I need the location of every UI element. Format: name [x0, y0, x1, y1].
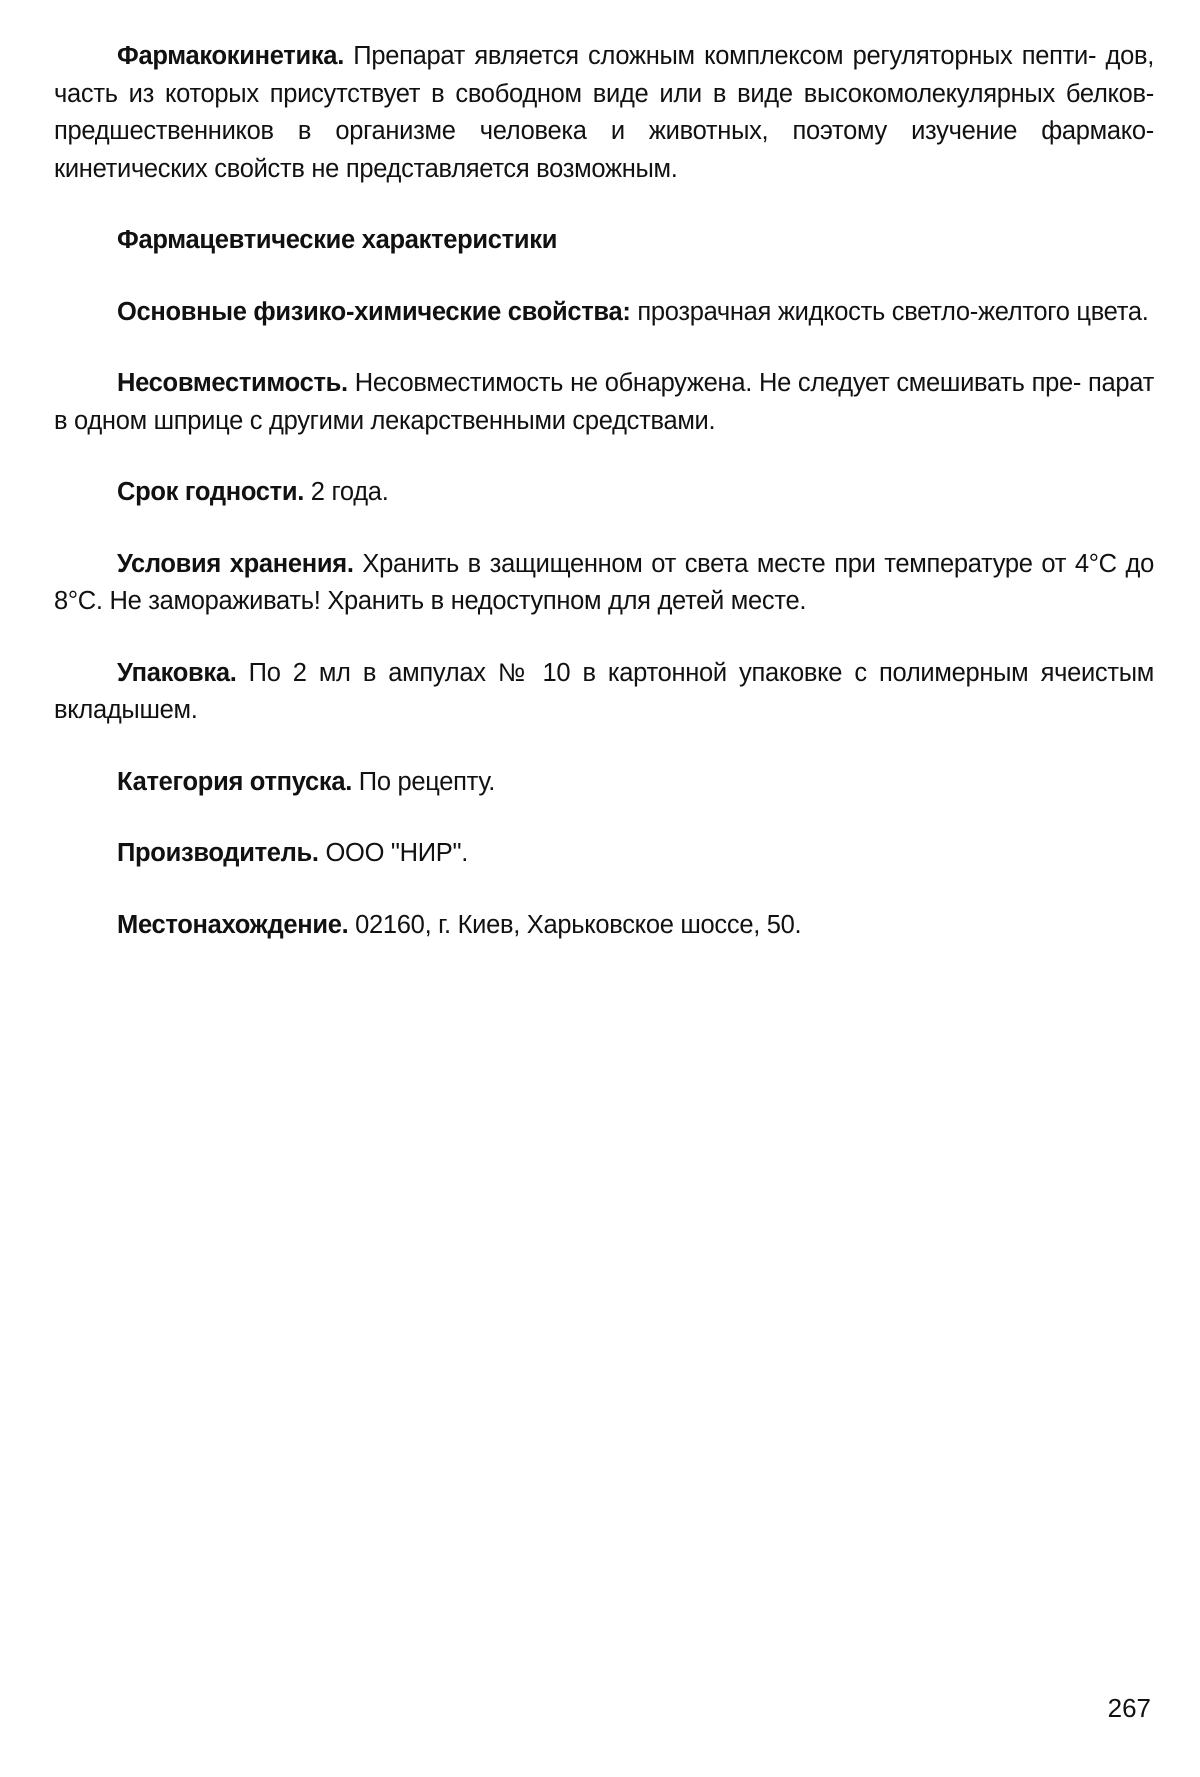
section-location — [54, 907, 1154, 945]
section-label: Срок годности. — [117, 478, 305, 506]
section-label: Условия хранения. — [117, 549, 354, 578]
section-text: Хранить в защищенном от света месте при температуре от 4°С до 8°С. Не замораживать! Хранить в недоступном для детей месте. — [54, 549, 1154, 615]
section-text: 2 года. — [304, 478, 389, 506]
document-page — [54, 38, 1154, 944]
section-text: ООО "НИР". — [318, 839, 469, 867]
section-label: Упаковка. — [117, 658, 237, 687]
section-label: Несовместимость. — [117, 369, 348, 397]
section-label: Местонахождение. — [117, 910, 349, 939]
section-pharmacokinetics — [54, 38, 1154, 188]
section-physicochemical — [54, 294, 1154, 332]
section-label: Основные физико-химические свойства: — [117, 297, 631, 326]
section-heading-pharmaceutical — [54, 222, 1154, 260]
section-text: 02160, г. Киев, Харьковское шоссе, 50. — [348, 910, 802, 939]
section-label: Категория отпуска. — [117, 767, 352, 796]
section-text: прозрачная жидкость светло-желтого цвета. — [630, 297, 1149, 326]
section-text: Несовместимость не обнаружена. Не следует смешивать пре- парат в одном шприце с другими лекарственными средствами. — [54, 369, 1154, 435]
section-manufacturer — [54, 835, 1154, 873]
section-heading: Фармацевтические характеристики — [117, 226, 558, 254]
section-label: Производитель. — [117, 839, 319, 867]
section-shelf-life — [54, 474, 1154, 512]
section-text: По рецепту. — [352, 767, 496, 796]
section-text: Препарат является сложным комплексом регуляторных пепти- дов, часть из которых присутствует в свободном виде или в виде высокомолекулярных белков-предшественников в организме человека и животных, поэтому изучение фармако- кинетических свойств не представляется возможным. — [54, 42, 1154, 183]
section-package — [54, 655, 1154, 730]
section-dispensing-category — [54, 764, 1154, 802]
page-number: 267 — [1107, 1693, 1151, 1723]
section-incompatibility — [54, 365, 1154, 440]
section-storage — [54, 546, 1154, 621]
section-label: Фармакокинетика. — [117, 42, 344, 70]
section-text: По 2 мл в ампулах № 10 в картонной упаковке с полимерным ячеистым вкладышем. — [54, 658, 1154, 724]
